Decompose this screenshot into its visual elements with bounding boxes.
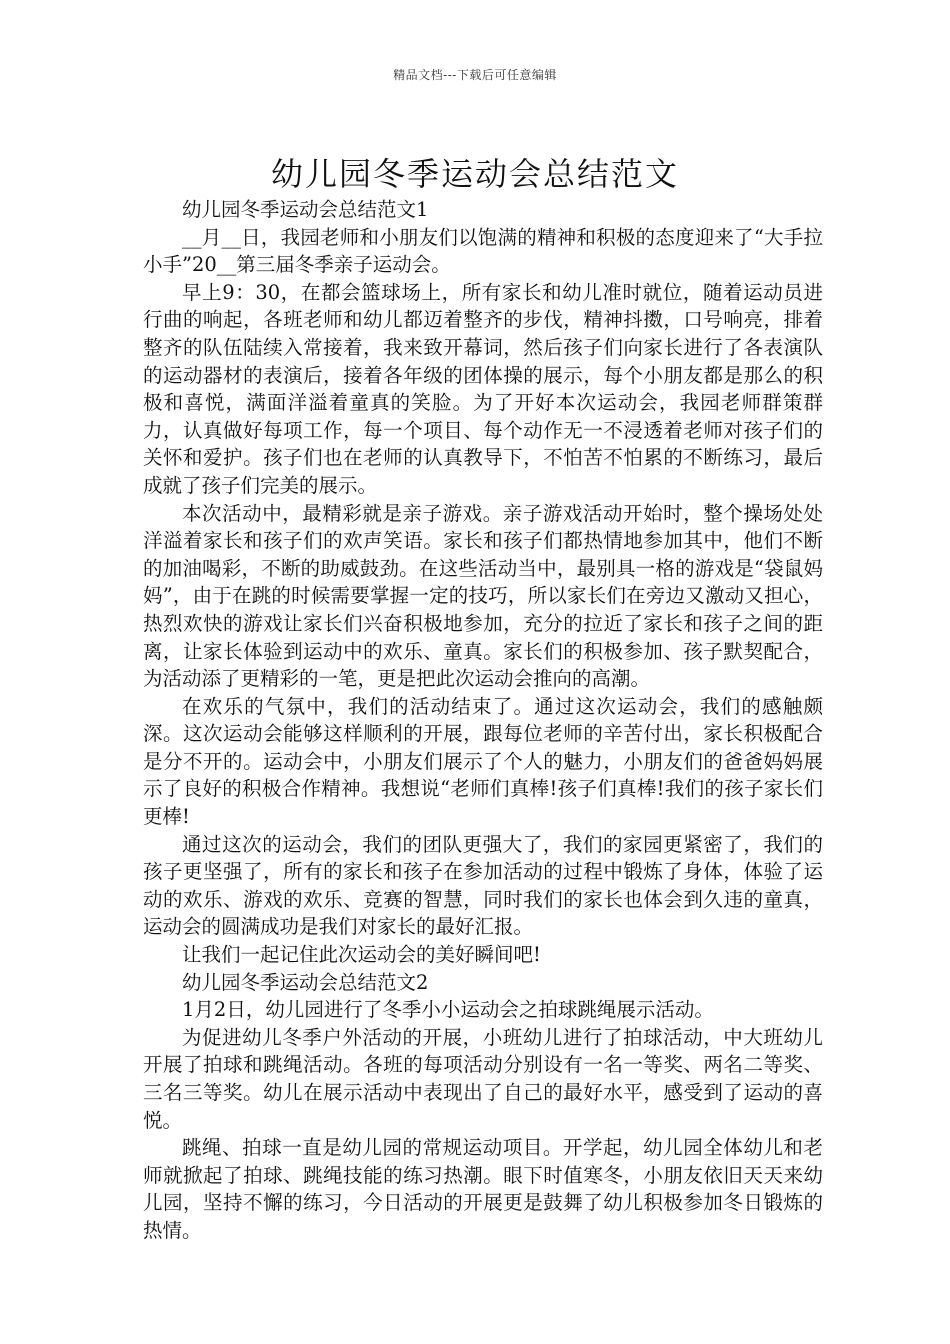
paragraph: 为促进幼儿冬季户外活动的开展，小班幼儿进行了拍球活动，中大班幼儿开展了拍球和跳绳活动。各班的每项活动分别设有一名一等奖、两名二等奖、三名三等奖。幼儿在展示活动中表现出了自己的最好水平，感受到了运动的喜悦。 <box>143 1025 823 1132</box>
paragraph: 早上9：30，在都会篮球场上，所有家长和幼儿准时就位，随着运动员进行曲的响起，各班老师和幼儿都迈着整齐的步伐，精神抖擞，口号响亮，排着整齐的队伍陆续入常接着，我来致开幕词，然后孩子们向家长进行了各表演队的运动器材的表演后，接着各年级的团体操的展示，每个小朋友都是那么的积极和喜悦，满面洋溢着童真的笑脸。为了开好本次运动会，我园老师群策群力，认真做好每项工作，每一个项目、每个动作无一不浸透着老师对孩子们的关怀和爱护。孩子们也在老师的认真教导下，不怕苦不怕累的不断练习，最后成就了孩子们完美的展示。 <box>143 280 823 497</box>
header-note: 精品文档---下载后可任意编辑 <box>393 68 557 82</box>
paragraph: 本次活动中，最精彩就是亲子游戏。亲子游戏活动开始时，整个操场处处洋溢着家长和孩子们的欢声笑语。家长和孩子们都热情地参加其中，他们不断的加油喝彩，不断的助威鼓劲。在这些活动当中，最别具一格的游戏是“袋鼠妈妈”，由于在跳的时候需要掌握一定的技巧，所以家长们在旁边又激动又担心，热烈欢快的游戏让家长们兴奋积极地参加，充分的拉近了家长和孩子之间的距离，让家长体验到运动中的欢乐、童真。家长们的积极参加、孩子默契配合，为活动添了更精彩的一笔，更是把此次运动会推向的高潮。 <box>143 501 823 691</box>
paragraph: 通过这次的运动会，我们的团队更强大了，我们的家园更紧密了，我们的孩子更坚强了，所有的家长和孩子在参加活动的过程中锻炼了身体，体验了运动的欢乐、游戏的欢乐、竞赛的智慧，同时我们的家长也体会到久违的童真，运动会的圆满成功是我们对家长的最好汇报。 <box>143 832 823 939</box>
paragraph: 在欢乐的气氛中，我们的活动结束了。通过这次运动会，我们的感触颇深。这次运动会能够这样顺利的开展，跟每位老师的辛苦付出，家长积极配合是分不开的。运动会中，小朋友们展示了个人的魅力，小朋友们的爸爸妈妈展示了良好的积极合作精神。我想说“老师们真棒!孩子们真棒!我们的孩子家长们更棒! <box>143 694 823 829</box>
paragraph: 跳绳、拍球一直是幼儿园的常规运动项目。开学起，幼儿园全体幼儿和老师就掀起了拍球、跳绳技能的练习热潮。眼下时值寒冬，小朋友依旧天天来幼儿园，坚持不懈的练习，今日活动的开展更是鼓舞了幼儿积极参加冬日锻炼的热情。 <box>143 1136 823 1242</box>
section-heading-2: 幼儿园冬季运动会总结范文2 <box>182 970 429 994</box>
document-body <box>143 196 823 1245</box>
paragraph: 1月2日，幼儿园进行了冬季小小运动会之拍球跳绳展示活动。 <box>182 998 714 1022</box>
paragraph: 让我们一起记住此次运动会的美好瞬间吧! <box>182 943 541 967</box>
document-title: 幼儿园冬季运动会总结范文 <box>270 155 679 194</box>
section-heading-1: 幼儿园冬季运动会总结范文1 <box>182 198 429 221</box>
paragraph: __月__日，我园老师和小朋友们以饱满的精神和积极的态度迎来了“大手拉小手”20__第三届冬季亲子运动会。 <box>143 225 823 277</box>
